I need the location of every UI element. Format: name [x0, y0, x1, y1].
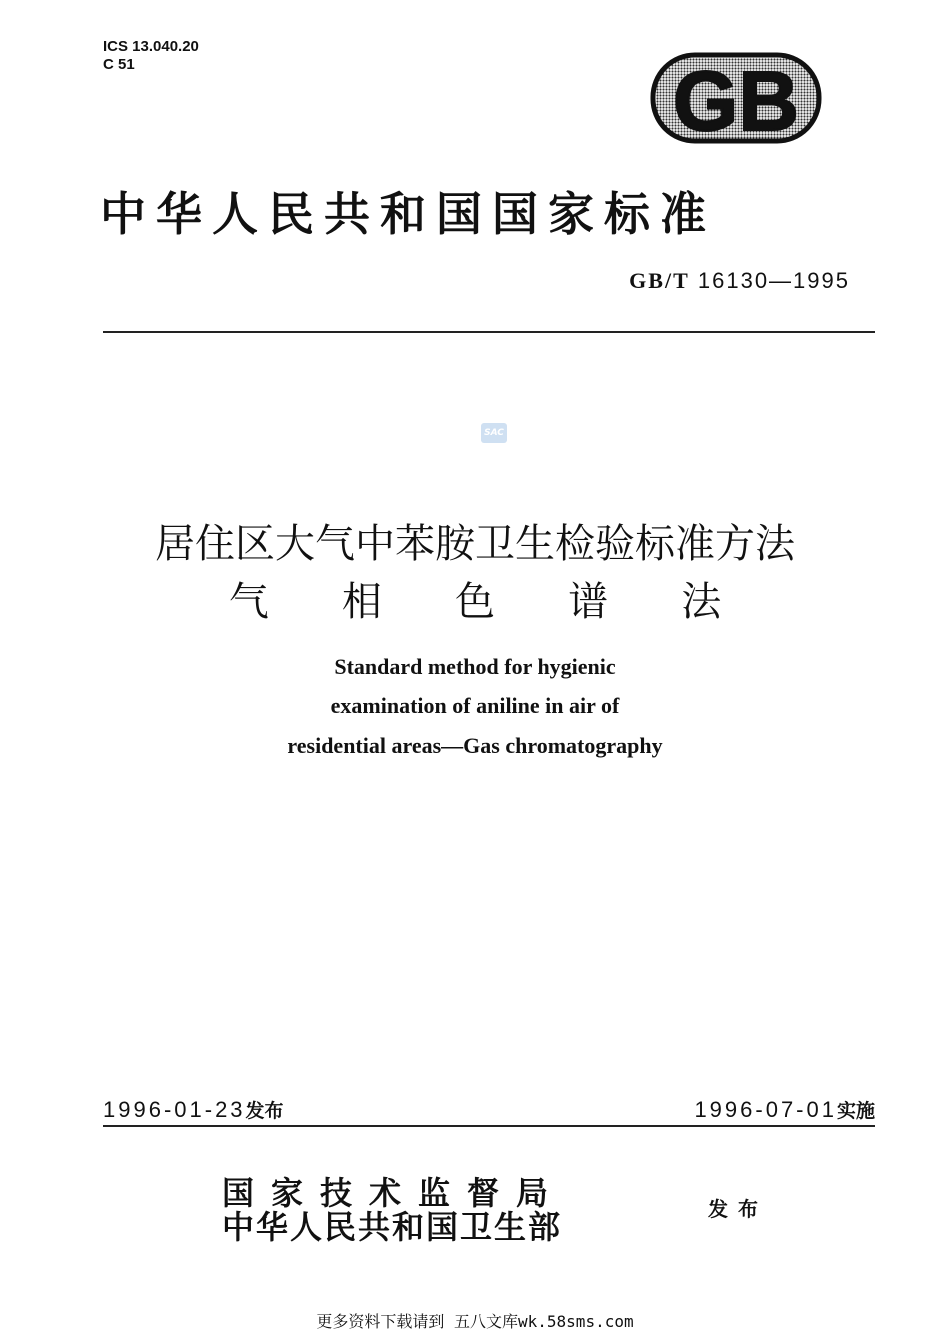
- download-footer: 更多资料下载请到 五八文库wk.58sms.com: [316, 1312, 634, 1331]
- classification-codes: [103, 38, 199, 74]
- issue-date-label: 发布: [245, 1100, 284, 1122]
- english-title-line-2: examination of aniline in air of: [330, 693, 620, 718]
- english-title-line-3: residential areas—Gas chromatography: [287, 733, 663, 758]
- issuer-line-2: 中华人民共和国卫生部: [222, 1208, 563, 1246]
- gb-logo: [650, 52, 822, 144]
- document-subtitle-cn: [0, 570, 950, 627]
- footer-divider: [103, 1125, 875, 1127]
- english-title-line-1: Standard method for hygienic: [334, 654, 616, 679]
- issue-date-value: 1996-01-23: [103, 1097, 246, 1122]
- issuer-line-1: 国家技术监督局: [222, 1174, 566, 1212]
- effective-date: [694, 1096, 875, 1123]
- standard-code-number: 16130—1995: [697, 268, 850, 293]
- effective-date-value: 1996-07-01: [694, 1097, 837, 1122]
- document-title-cn: 居住区大气中苯胺卫生检验标准方法: [155, 521, 795, 567]
- ccs-code: C 51: [103, 56, 135, 73]
- subtitle-char: 色: [455, 579, 495, 625]
- sac-watermark: SAC: [481, 423, 507, 443]
- standard-code: [629, 268, 850, 294]
- release-label: 发布: [708, 1197, 768, 1221]
- subtitle-char: 谱: [568, 579, 609, 625]
- subtitle-char: 气: [228, 579, 269, 625]
- ics-code: ICS 13.040.20: [103, 38, 199, 55]
- subtitle-char: 相: [341, 579, 382, 625]
- issue-date: [103, 1096, 284, 1123]
- national-standard-title: 中华人民共和国国家标准: [100, 187, 716, 241]
- svg-text:GB: GB: [673, 54, 799, 144]
- standard-code-prefix: GB/T: [629, 268, 690, 293]
- subtitle-char: 法: [681, 579, 722, 625]
- effective-date-label: 实施: [836, 1100, 875, 1122]
- header-divider: [103, 331, 875, 333]
